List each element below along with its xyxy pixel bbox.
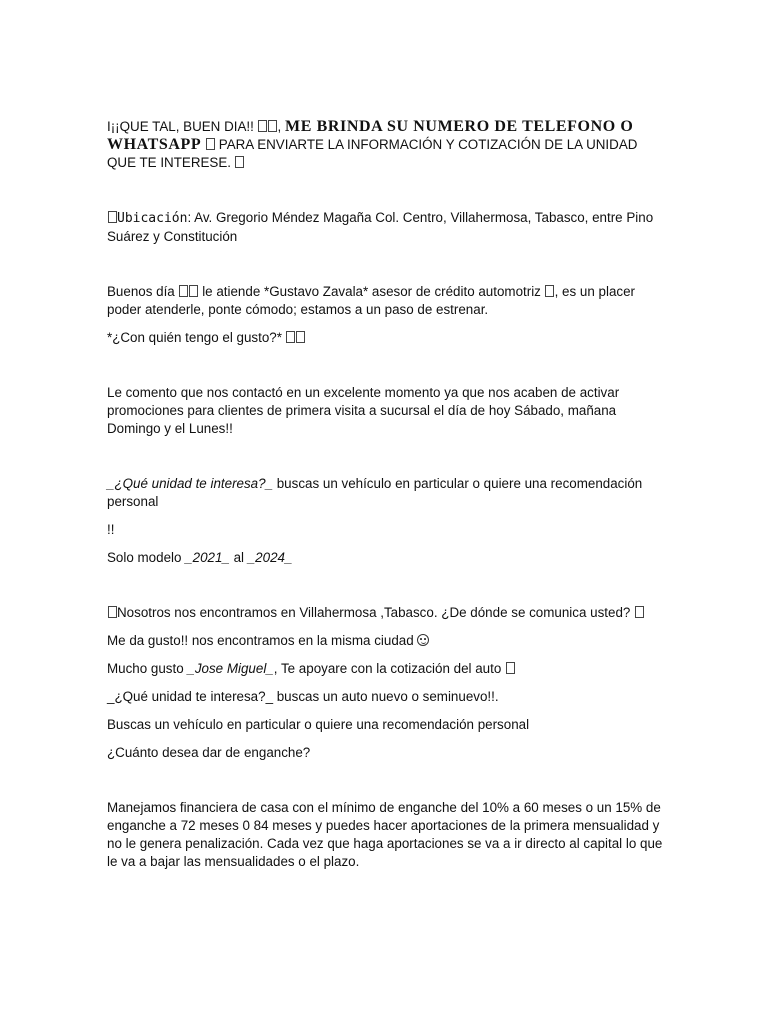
same-city-paragraph <box>107 632 667 650</box>
down-payment-paragraph: ¿Cuánto desea dar de enganche? <box>107 745 311 760</box>
unit-question-italic: _¿Qué unidad te interesa?_ <box>107 476 274 491</box>
greeting-paragraph <box>107 118 667 172</box>
same-city-text: Me da gusto!! nos encontramos en la misma ciudad <box>107 633 418 648</box>
intro-paragraph <box>107 283 667 319</box>
missing-glyph-icon <box>258 120 267 132</box>
exclaim-paragraph: !! <box>107 522 115 537</box>
missing-glyph-icon <box>206 138 215 150</box>
greeting-lead: I¡¡QUE TAL, BUEN DIA!! <box>107 119 258 134</box>
location-paragraph <box>107 209 667 246</box>
missing-glyph-icon <box>296 331 305 343</box>
financing-paragraph: Manejamos financiera de casa con el mínimo de enganche del 10% a 60 meses o un 15% de enganche a 72 meses 0 84 meses y puedes hacer aportaciones de la primera mensualidad y no le genera penalización. Cada vez que haga aportaciones se va a ir directo al capital lo que le va a bajar las mensualidades o el plazo. <box>107 800 663 869</box>
greeting-rest: PARA ENVIARTE LA INFORMACIÓN Y COTIZACIÓN DE LA UNIDAD QUE TE INTERESE. <box>107 137 638 170</box>
missing-glyph-icon <box>179 285 188 297</box>
promo-paragraph: Le comento que nos contactó en un excelente momento ya que nos acaben de activar promociones para clientes de primera visita a sucursal el día de hoy Sábado, mañana Domingo y el Lunes!! <box>107 385 620 436</box>
unit-question-rest: buscas un vehículo en particular o quiere una recomendación personal <box>107 476 643 509</box>
model-middle: al <box>229 550 248 565</box>
intro-part3: , es un placer poder atenderle, ponte cómodo; estamos a un paso de estrenar. <box>107 284 635 317</box>
missing-glyph-icon <box>108 606 117 618</box>
customer-name: _Jose Miguel_ <box>187 661 274 676</box>
who-text: *¿Con quién tengo el gusto?* <box>107 330 286 345</box>
missing-glyph-icon <box>189 285 198 297</box>
model-prefix: Solo modelo <box>107 550 186 565</box>
model-from-year: _2021_ <box>185 550 230 565</box>
recommendation-paragraph: Buscas un vehículo en particular o quiere una recomendación personal <box>107 717 530 732</box>
missing-glyph-icon <box>286 331 295 343</box>
missing-glyph-icon <box>545 285 554 297</box>
pleasure-paragraph <box>107 660 667 678</box>
model-paragraph <box>107 549 667 567</box>
unit-question-paragraph <box>107 475 667 511</box>
location-question-paragraph <box>107 604 667 622</box>
intro-part1: Buenos día <box>107 284 179 299</box>
location-label: Ubicación <box>117 211 188 226</box>
missing-glyph-icon <box>506 662 515 674</box>
smiling-face-icon <box>417 634 429 646</box>
location-question-text: Nosotros nos encontramos en Villahermosa ,Tabasco. ¿De dónde se comunica usted? <box>117 605 635 620</box>
location-text: : Av. Gregorio Méndez Magaña Col. Centro, Villahermosa, Tabasco, entre Pino Suárez y Constitución <box>107 210 654 244</box>
who-paragraph <box>107 329 667 347</box>
missing-glyph-icon <box>268 120 277 132</box>
missing-glyph-icon <box>235 156 244 168</box>
model-to-year: _2024_ <box>247 550 293 565</box>
pleasure-rest: , Te apoyare con la cotización del auto <box>273 661 506 676</box>
unit-question-2-paragraph: _¿Qué unidad te interesa?_ buscas un auto nuevo o seminuevo!!. <box>107 689 499 704</box>
phone-request-emphasis: ME BRINDA SU NUMERO DE TELEFONO O WHATSAPP <box>107 118 634 153</box>
intro-part2: le atiende *Gustavo Zavala* asesor de crédito automotriz <box>198 284 545 299</box>
document-body <box>107 118 667 871</box>
missing-glyph-icon <box>108 211 117 223</box>
missing-glyph-icon <box>635 606 644 618</box>
pleasure-prefix: Mucho gusto <box>107 661 188 676</box>
greeting-comma: , <box>277 119 285 134</box>
